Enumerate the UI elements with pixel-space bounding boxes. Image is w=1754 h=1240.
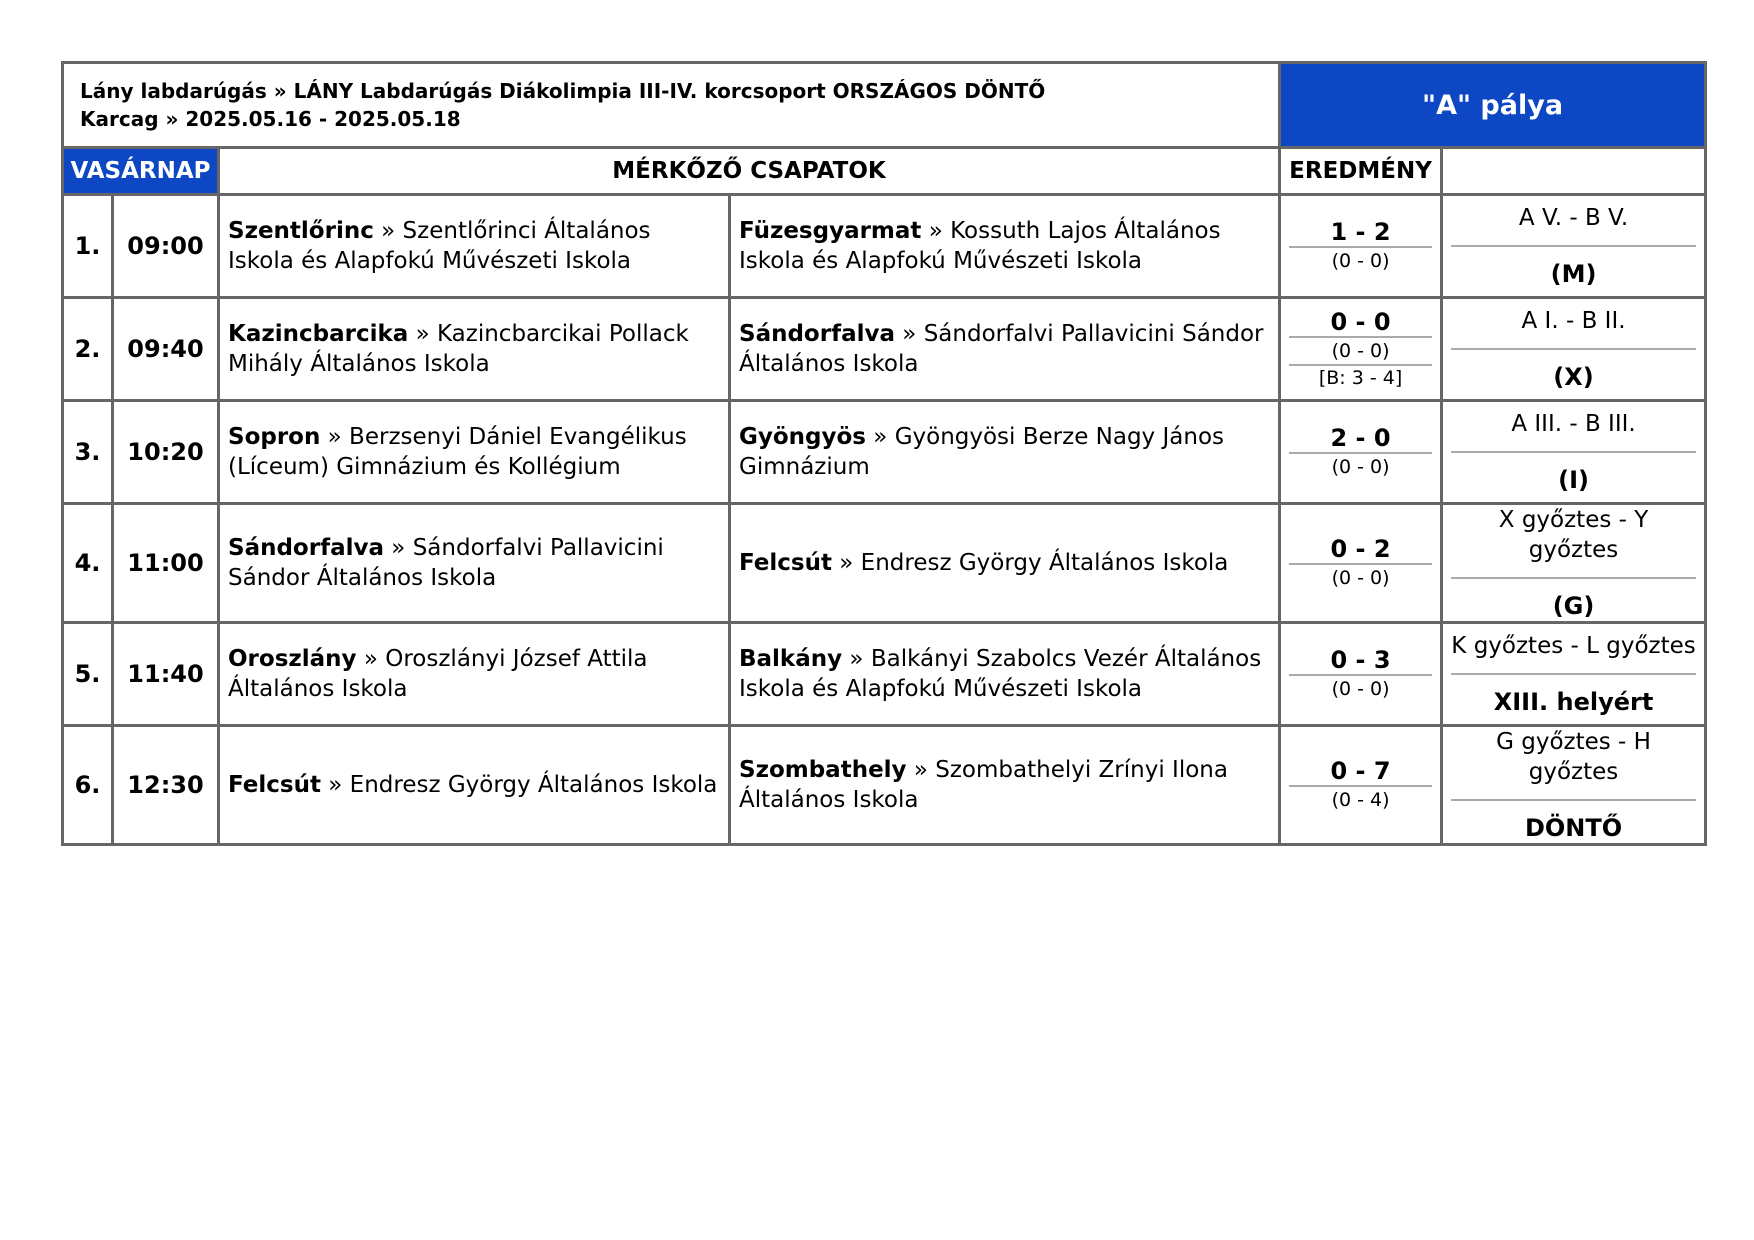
away-team-city: Felcsút xyxy=(739,550,832,576)
halftime-score: (0 - 4) xyxy=(1331,789,1390,811)
round-code: XIII. helyért xyxy=(1493,688,1654,716)
round-header xyxy=(1442,148,1706,195)
home-team-city: Szentlőrinc xyxy=(228,218,374,244)
away-team-school: » Szombathelyi Zrínyi Ilona Általános Iskola xyxy=(739,757,1228,813)
home-team-city: Felcsút xyxy=(228,772,321,798)
round-pairing: A V. - B V. xyxy=(1451,203,1696,247)
match-row xyxy=(63,401,1706,504)
round-pairing: K győztes - L győztes xyxy=(1451,631,1696,675)
away-team-school: » Kossuth Lajos Általános Iskola és Alapfokú Művészeti Iskola xyxy=(739,218,1221,274)
title-row xyxy=(63,63,1706,148)
final-score: 2 - 0 xyxy=(1289,424,1432,454)
home-team-city: Sándorfalva xyxy=(228,535,384,561)
event-title xyxy=(63,63,1280,148)
home-team-school: » Szentlőrinci Általános Iskola és Alapfokú Művészeti Iskola xyxy=(228,218,651,274)
home-team-school: » Sándorfalvi Pallavicini Sándor Általános Iskola xyxy=(228,535,664,591)
match-number: 4. xyxy=(63,504,113,623)
round-code: DÖNTŐ xyxy=(1524,814,1623,842)
round-code: (G) xyxy=(1552,592,1595,620)
home-team xyxy=(219,504,730,623)
halftime-score: (0 - 0) xyxy=(1331,456,1390,478)
result-cell xyxy=(1280,195,1442,298)
result-cell xyxy=(1280,401,1442,504)
away-team-city: Füzesgyarmat xyxy=(739,218,922,244)
round-code: (X) xyxy=(1553,363,1594,391)
away-team xyxy=(730,401,1280,504)
court-label: "A" pálya xyxy=(1280,63,1706,148)
match-time: 09:40 xyxy=(113,298,219,401)
match-number: 1. xyxy=(63,195,113,298)
round-cell xyxy=(1442,195,1706,298)
final-score: 0 - 3 xyxy=(1289,646,1432,676)
halftime-score: (0 - 0) xyxy=(1331,250,1390,272)
home-team-city: Kazincbarcika xyxy=(228,321,409,347)
result-cell xyxy=(1280,623,1442,726)
column-header-row xyxy=(63,148,1706,195)
round-pairing: A I. - B II. xyxy=(1451,306,1696,350)
round-pairing: G győztes - H győztes xyxy=(1451,727,1696,801)
away-team-city: Gyöngyös xyxy=(739,424,866,450)
home-team xyxy=(219,726,730,845)
round-pairing: X győztes - Y győztes xyxy=(1451,505,1696,579)
match-time: 10:20 xyxy=(113,401,219,504)
halftime-score: (0 - 0) xyxy=(1331,567,1390,589)
round-cell xyxy=(1442,623,1706,726)
match-row xyxy=(63,726,1706,845)
round-cell xyxy=(1442,298,1706,401)
final-score: 0 - 7 xyxy=(1289,757,1432,787)
away-team-school: » Endresz György Általános Iskola xyxy=(831,550,1229,576)
match-number: 2. xyxy=(63,298,113,401)
round-cell xyxy=(1442,401,1706,504)
match-row xyxy=(63,195,1706,298)
home-team-school: » Endresz György Általános Iskola xyxy=(320,772,718,798)
match-number: 6. xyxy=(63,726,113,845)
home-team xyxy=(219,623,730,726)
match-number: 3. xyxy=(63,401,113,504)
match-row xyxy=(63,298,1706,401)
final-score: 1 - 2 xyxy=(1289,218,1432,248)
penalty-score: [B: 3 - 4] xyxy=(1289,364,1432,390)
match-number: 5. xyxy=(63,623,113,726)
home-team-school: » Kazincbarcikai Pollack Mihály Általános Iskola xyxy=(228,321,689,377)
match-time: 09:00 xyxy=(113,195,219,298)
round-cell xyxy=(1442,504,1706,623)
away-team xyxy=(730,726,1280,845)
schedule-sheet xyxy=(61,61,1704,846)
halftime-score: (0 - 0) xyxy=(1331,678,1390,700)
event-title-line2: Karcag » 2025.05.16 - 2025.05.18 xyxy=(80,107,461,131)
teams-header: MÉRKŐZŐ CSAPATOK xyxy=(219,148,1280,195)
result-header: EREDMÉNY xyxy=(1280,148,1442,195)
round-code: (M) xyxy=(1550,260,1597,288)
away-team-school: » Balkányi Szabolcs Vezér Általános Iskola és Alapfokú Művészeti Iskola xyxy=(739,646,1262,702)
result-cell xyxy=(1280,726,1442,845)
schedule-table xyxy=(61,61,1707,846)
event-title-line1: Lány labdarúgás » LÁNY Labdarúgás Diákolimpia III-IV. korcsoport ORSZÁGOS DÖNTŐ xyxy=(80,79,1046,103)
home-team-school: » Oroszlányi József Attila Általános Iskola xyxy=(228,646,648,702)
away-team-city: Sándorfalva xyxy=(739,321,895,347)
match-time: 11:40 xyxy=(113,623,219,726)
away-team xyxy=(730,504,1280,623)
final-score: 0 - 0 xyxy=(1289,308,1432,338)
match-row xyxy=(63,504,1706,623)
result-cell xyxy=(1280,504,1442,623)
round-code: (I) xyxy=(1558,466,1589,494)
day-header: VASÁRNAP xyxy=(63,148,219,195)
halftime-score: (0 - 0) xyxy=(1331,340,1390,362)
away-team-city: Szombathely xyxy=(739,757,907,783)
away-team xyxy=(730,623,1280,726)
final-score: 0 - 2 xyxy=(1289,535,1432,565)
round-pairing: A III. - B III. xyxy=(1451,409,1696,453)
match-row xyxy=(63,623,1706,726)
home-team xyxy=(219,298,730,401)
home-team-city: Sopron xyxy=(228,424,321,450)
away-team xyxy=(730,195,1280,298)
away-team-school: » Sándorfalvi Pallavicini Sándor Általános Iskola xyxy=(739,321,1264,377)
home-team-school: » Berzsenyi Dániel Evangélikus (Líceum) Gimnázium és Kollégium xyxy=(228,424,687,480)
round-cell xyxy=(1442,726,1706,845)
home-team xyxy=(219,195,730,298)
away-team-city: Balkány xyxy=(739,646,843,672)
away-team xyxy=(730,298,1280,401)
match-time: 11:00 xyxy=(113,504,219,623)
home-team-city: Oroszlány xyxy=(228,646,357,672)
result-cell xyxy=(1280,298,1442,401)
away-team-school: » Gyöngyösi Berze Nagy János Gimnázium xyxy=(739,424,1224,480)
home-team xyxy=(219,401,730,504)
match-time: 12:30 xyxy=(113,726,219,845)
